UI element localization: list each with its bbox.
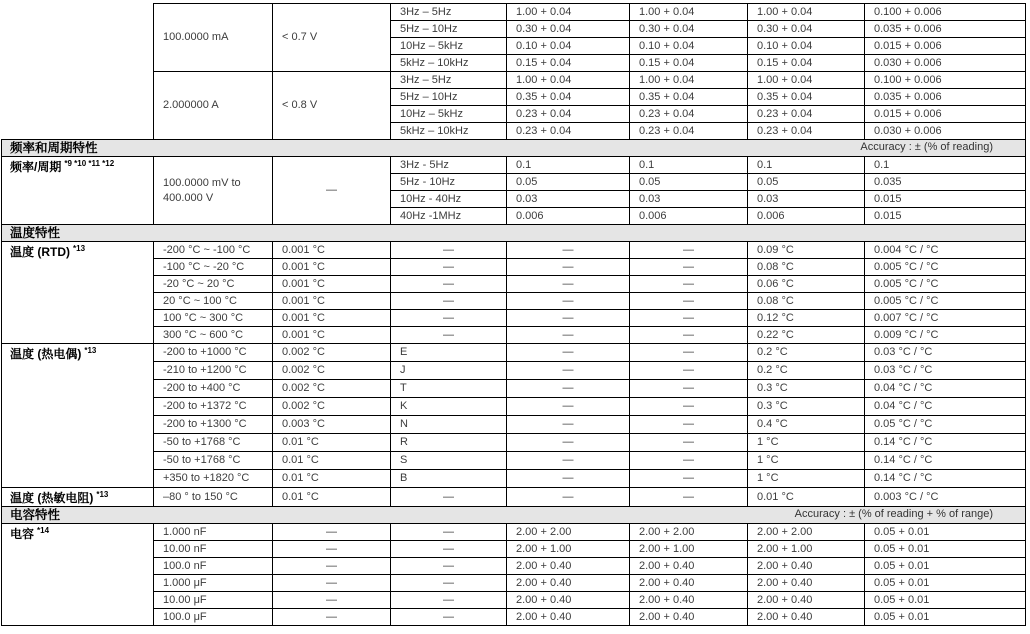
accuracy-value-cell: 0.23 + 0.04: [630, 123, 748, 140]
table-row: [2, 488, 1026, 507]
accuracy-value-cell: 0.030 + 0.006: [865, 55, 1026, 72]
temp-range-cell: –80 ° to 150 °C: [154, 488, 273, 507]
placeholder-cell: —: [630, 327, 748, 344]
accuracy-value-cell: 0.10 + 0.04: [630, 38, 748, 55]
accuracy-value-cell: 0.05 + 0.01: [865, 524, 1026, 541]
accuracy-value-cell: 0.03: [507, 191, 630, 208]
placeholder-cell: —: [273, 157, 391, 225]
temp-range-cell: -200 to +1372 °C: [154, 398, 273, 416]
accuracy-value-cell: 1.00 + 0.04: [630, 4, 748, 21]
accuracy-value-cell: 0.035: [865, 174, 1026, 191]
accuracy-value-cell: 0.23 + 0.04: [507, 123, 630, 140]
accuracy-value-cell: 2.00 + 0.40: [507, 609, 630, 626]
accuracy-cell: 0.2 °C: [748, 344, 865, 362]
accuracy-value-cell: 1.00 + 0.04: [630, 72, 748, 89]
temp-range-cell: -200 °C ~ -100 °C: [154, 242, 273, 259]
accuracy-value-cell: 0.05 + 0.01: [865, 592, 1026, 609]
accuracy-value-cell: 0.035 + 0.006: [865, 21, 1026, 38]
placeholder-cell: —: [630, 416, 748, 434]
input-range-cell: 100.0000 mV to 400.000 V: [154, 157, 273, 225]
tempco-cell: 0.03 °C / °C: [865, 344, 1026, 362]
placeholder-cell: —: [507, 344, 630, 362]
tempco-cell: 0.005 °C / °C: [865, 276, 1026, 293]
accuracy-cell: 0.3 °C: [748, 398, 865, 416]
placeholder-cell: —: [391, 592, 507, 609]
tempco-cell: 0.03 °C / °C: [865, 362, 1026, 380]
accuracy-value-cell: 0.10 + 0.04: [748, 38, 865, 55]
resolution-cell: 0.001 °C: [273, 310, 391, 327]
placeholder-cell: —: [507, 452, 630, 470]
datasheet-page: [0, 3, 1030, 634]
accuracy-cell: 0.3 °C: [748, 380, 865, 398]
placeholder-cell: —: [391, 524, 507, 541]
spec-table-body: [2, 4, 1026, 626]
frequency-band-cell: 10Hz – 5kHz: [391, 106, 507, 123]
placeholder-cell: —: [507, 362, 630, 380]
placeholder-cell: —: [507, 470, 630, 488]
cap-range-cell: 1.000 μF: [154, 575, 273, 592]
placeholder-cell: —: [391, 541, 507, 558]
section-band: [2, 140, 1026, 157]
frequency-band-cell: 5kHz – 10kHz: [391, 55, 507, 72]
accuracy-value-cell: 2.00 + 2.00: [630, 524, 748, 541]
temp-range-cell: +350 to +1820 °C: [154, 470, 273, 488]
accuracy-value-cell: 0.03: [748, 191, 865, 208]
accuracy-cell: 1 °C: [748, 452, 865, 470]
table-row: [2, 592, 1026, 609]
frequency-band-cell: 10Hz - 40Hz: [391, 191, 507, 208]
resolution-cell: 0.003 °C: [273, 416, 391, 434]
placeholder-cell: —: [391, 276, 507, 293]
resolution-cell: 0.01 °C: [273, 488, 391, 507]
placeholder-cell: —: [391, 609, 507, 626]
frequency-band-cell: 5Hz - 10Hz: [391, 174, 507, 191]
section-title: 电容特性: [10, 507, 61, 522]
accuracy-value-cell: 2.00 + 2.00: [748, 524, 865, 541]
accuracy-value-cell: 2.00 + 1.00: [507, 541, 630, 558]
frequency-band-cell: 5Hz – 10Hz: [391, 89, 507, 106]
placeholder-cell: —: [391, 327, 507, 344]
accuracy-value-cell: 2.00 + 0.40: [748, 609, 865, 626]
accuracy-value-cell: 0.05 + 0.01: [865, 575, 1026, 592]
resolution-cell: 0.001 °C: [273, 276, 391, 293]
table-row: [2, 327, 1026, 344]
footnote-marker: *13: [73, 244, 86, 253]
placeholder-cell: —: [507, 380, 630, 398]
table-row: [2, 362, 1026, 380]
burden-voltage-cell: < 0.8 V: [273, 72, 391, 140]
accuracy-value-cell: 0.05: [748, 174, 865, 191]
placeholder-cell: —: [630, 259, 748, 276]
placeholder-cell: —: [507, 259, 630, 276]
accuracy-value-cell: 1.00 + 0.04: [748, 4, 865, 21]
cap-range-cell: 100.0 nF: [154, 558, 273, 575]
tempco-cell: 0.003 °C / °C: [865, 488, 1026, 507]
temp-range-cell: -100 °C ~ -20 °C: [154, 259, 273, 276]
temp-range-cell: 100 °C ~ 300 °C: [154, 310, 273, 327]
placeholder-cell: —: [391, 488, 507, 507]
temp-range-cell: -20 °C ~ 20 °C: [154, 276, 273, 293]
resolution-cell: 0.002 °C: [273, 380, 391, 398]
accuracy-value-cell: 0.006: [630, 208, 748, 225]
placeholder-cell: —: [273, 524, 391, 541]
accuracy-value-cell: 0.23 + 0.04: [748, 123, 865, 140]
section-label-text: 温度 (热敏电阻): [10, 491, 94, 505]
tempco-cell: 0.007 °C / °C: [865, 310, 1026, 327]
tc-type-cell: R: [391, 434, 507, 452]
section-title: 频率和周期特性: [10, 140, 98, 155]
placeholder-cell: —: [273, 609, 391, 626]
table-row: [2, 242, 1026, 259]
tempco-cell: 0.004 °C / °C: [865, 242, 1026, 259]
temp-range-cell: -50 to +1768 °C: [154, 434, 273, 452]
temp-range-cell: -210 to +1200 °C: [154, 362, 273, 380]
accuracy-value-cell: 0.030 + 0.006: [865, 123, 1026, 140]
table-row: [2, 609, 1026, 626]
accuracy-value-cell: 2.00 + 0.40: [630, 609, 748, 626]
accuracy-value-cell: 2.00 + 0.40: [507, 575, 630, 592]
burden-voltage-cell: < 0.7 V: [273, 4, 391, 72]
accuracy-value-cell: 0.015: [865, 208, 1026, 225]
tempco-cell: 0.009 °C / °C: [865, 327, 1026, 344]
cap-range-cell: 1.000 nF: [154, 524, 273, 541]
frequency-band-cell: 5Hz – 10Hz: [391, 21, 507, 38]
accuracy-value-cell: 2.00 + 0.40: [748, 558, 865, 575]
accuracy-value-cell: 0.05 + 0.01: [865, 609, 1026, 626]
accuracy-cell: 0.06 °C: [748, 276, 865, 293]
table-row: [2, 344, 1026, 362]
frequency-band-cell: 3Hz – 5Hz: [391, 4, 507, 21]
placeholder-cell: —: [630, 344, 748, 362]
table-row: [2, 507, 1026, 524]
resolution-cell: 0.001 °C: [273, 293, 391, 310]
section-label-text: 电容: [10, 527, 35, 541]
accuracy-cell: 0.08 °C: [748, 293, 865, 310]
accuracy-value-cell: 0.035 + 0.006: [865, 89, 1026, 106]
table-row: [2, 434, 1026, 452]
table-row: [2, 470, 1026, 488]
accuracy-value-cell: 2.00 + 0.40: [507, 558, 630, 575]
resolution-cell: 0.002 °C: [273, 362, 391, 380]
tempco-cell: 0.005 °C / °C: [865, 259, 1026, 276]
placeholder-cell: —: [507, 434, 630, 452]
accuracy-cell: 0.2 °C: [748, 362, 865, 380]
table-row: [2, 380, 1026, 398]
placeholder-cell: —: [273, 575, 391, 592]
table-row: [2, 276, 1026, 293]
frequency-band-cell: 10Hz – 5kHz: [391, 38, 507, 55]
placeholder-cell: —: [273, 592, 391, 609]
accuracy-value-cell: 0.23 + 0.04: [748, 106, 865, 123]
accuracy-value-cell: 0.015 + 0.006: [865, 106, 1026, 123]
placeholder-cell: —: [630, 380, 748, 398]
table-row: [2, 558, 1026, 575]
footnote-marker: *13: [96, 490, 109, 499]
placeholder-cell: —: [507, 293, 630, 310]
placeholder-cell: —: [630, 470, 748, 488]
placeholder-cell: —: [507, 310, 630, 327]
placeholder-cell: —: [507, 416, 630, 434]
placeholder-cell: —: [507, 242, 630, 259]
accuracy-value-cell: 0.05 + 0.01: [865, 541, 1026, 558]
table-row: [2, 293, 1026, 310]
placeholder-cell: —: [630, 398, 748, 416]
placeholder-cell: —: [630, 434, 748, 452]
placeholder-cell: —: [507, 398, 630, 416]
accuracy-value-cell: 0.30 + 0.04: [630, 21, 748, 38]
placeholder-cell: —: [507, 276, 630, 293]
accuracy-value-cell: 0.006: [507, 208, 630, 225]
cap-range-cell: 10.00 nF: [154, 541, 273, 558]
placeholder-cell: —: [507, 488, 630, 507]
resolution-cell: 0.01 °C: [273, 470, 391, 488]
accuracy-cell: 0.08 °C: [748, 259, 865, 276]
footnote-marker: *9 *10 *11 *12: [64, 159, 115, 168]
placeholder-cell: —: [630, 276, 748, 293]
accuracy-value-cell: 0.30 + 0.04: [748, 21, 865, 38]
frequency-band-cell: 5kHz – 10kHz: [391, 123, 507, 140]
accuracy-value-cell: 0.1: [865, 157, 1026, 174]
accuracy-value-cell: 2.00 + 0.40: [630, 558, 748, 575]
placeholder-cell: —: [273, 558, 391, 575]
accuracy-value-cell: 1.00 + 0.04: [748, 72, 865, 89]
accuracy-value-cell: 0.006: [748, 208, 865, 225]
placeholder-cell: —: [630, 242, 748, 259]
accuracy-value-cell: 2.00 + 1.00: [630, 541, 748, 558]
section-label: [2, 524, 154, 626]
tempco-cell: 0.14 °C / °C: [865, 470, 1026, 488]
placeholder-cell: —: [391, 310, 507, 327]
temp-range-cell: -200 to +1300 °C: [154, 416, 273, 434]
accuracy-value-cell: 0.15 + 0.04: [630, 55, 748, 72]
footnote-marker: *14: [37, 526, 50, 535]
cap-range-cell: 10.00 μF: [154, 592, 273, 609]
accuracy-value-cell: 0.015: [865, 191, 1026, 208]
section-label: [2, 242, 154, 344]
accuracy-value-cell: 0.15 + 0.04: [748, 55, 865, 72]
placeholder-cell: —: [391, 259, 507, 276]
accuracy-cell: 1 °C: [748, 470, 865, 488]
temp-range-cell: 300 °C ~ 600 °C: [154, 327, 273, 344]
accuracy-value-cell: 2.00 + 0.40: [748, 592, 865, 609]
section-label-text: 温度 (热电偶): [10, 347, 82, 361]
frequency-band-cell: 40Hz -1MHz: [391, 208, 507, 225]
accuracy-value-cell: 0.10 + 0.04: [507, 38, 630, 55]
accuracy-value-cell: 0.015 + 0.006: [865, 38, 1026, 55]
accuracy-value-cell: 0.35 + 0.04: [507, 89, 630, 106]
accuracy-value-cell: 0.23 + 0.04: [507, 106, 630, 123]
accuracy-value-cell: 0.35 + 0.04: [630, 89, 748, 106]
placeholder-cell: —: [273, 541, 391, 558]
accuracy-value-cell: 0.05: [630, 174, 748, 191]
section-band: [2, 225, 1026, 242]
footnote-marker: *13: [84, 346, 97, 355]
accuracy-value-cell: 2.00 + 0.40: [630, 575, 748, 592]
placeholder-cell: —: [391, 575, 507, 592]
tempco-cell: 0.14 °C / °C: [865, 434, 1026, 452]
accuracy-value-cell: 0.35 + 0.04: [748, 89, 865, 106]
accuracy-value-cell: 0.05: [507, 174, 630, 191]
tempco-cell: 0.14 °C / °C: [865, 452, 1026, 470]
resolution-cell: 0.001 °C: [273, 242, 391, 259]
spec-table: [1, 3, 1026, 626]
frequency-band-cell: 3Hz - 5Hz: [391, 157, 507, 174]
accuracy-value-cell: 1.00 + 0.04: [507, 4, 630, 21]
frequency-band-cell: 3Hz – 5Hz: [391, 72, 507, 89]
placeholder-cell: —: [630, 293, 748, 310]
table-row: [2, 398, 1026, 416]
table-row: [2, 524, 1026, 541]
resolution-cell: 0.002 °C: [273, 398, 391, 416]
accuracy-cell: 0.12 °C: [748, 310, 865, 327]
accuracy-value-cell: 0.15 + 0.04: [507, 55, 630, 72]
table-row: [2, 140, 1026, 157]
resolution-cell: 0.01 °C: [273, 434, 391, 452]
resolution-cell: 0.01 °C: [273, 452, 391, 470]
accuracy-value-cell: 0.1: [748, 157, 865, 174]
table-row: [2, 225, 1026, 242]
resolution-cell: 0.002 °C: [273, 344, 391, 362]
table-row: [2, 575, 1026, 592]
accuracy-value-cell: 2.00 + 1.00: [748, 541, 865, 558]
placeholder-cell: —: [391, 242, 507, 259]
table-row: [2, 4, 1026, 21]
tc-type-cell: T: [391, 380, 507, 398]
section-label-text: 频率/周期: [10, 160, 62, 174]
accuracy-value-cell: 0.05 + 0.01: [865, 558, 1026, 575]
tc-type-cell: B: [391, 470, 507, 488]
tc-type-cell: K: [391, 398, 507, 416]
section-title: 温度特性: [10, 225, 61, 240]
accuracy-value-cell: 0.1: [630, 157, 748, 174]
accuracy-value-cell: 0.1: [507, 157, 630, 174]
accuracy-value-cell: 2.00 + 2.00: [507, 524, 630, 541]
accuracy-cell: 0.22 °C: [748, 327, 865, 344]
range-cell: 2.000000 A: [154, 72, 273, 140]
table-row: [2, 452, 1026, 470]
table-row: [2, 157, 1026, 174]
table-row: [2, 541, 1026, 558]
tc-type-cell: J: [391, 362, 507, 380]
accuracy-value-cell: 0.100 + 0.006: [865, 4, 1026, 21]
accuracy-value-cell: 0.30 + 0.04: [507, 21, 630, 38]
resolution-cell: 0.001 °C: [273, 327, 391, 344]
accuracy-value-cell: 0.03: [630, 191, 748, 208]
tc-type-cell: N: [391, 416, 507, 434]
table-row: [2, 72, 1026, 89]
placeholder-cell: —: [391, 293, 507, 310]
tempco-cell: 0.005 °C / °C: [865, 293, 1026, 310]
resolution-cell: 0.001 °C: [273, 259, 391, 276]
left-blank-cell: [2, 4, 154, 140]
accuracy-cell: 0.09 °C: [748, 242, 865, 259]
accuracy-cell: 1 °C: [748, 434, 865, 452]
section-band: [2, 507, 1026, 524]
tc-type-cell: E: [391, 344, 507, 362]
temp-range-cell: -50 to +1768 °C: [154, 452, 273, 470]
accuracy-value-cell: 0.100 + 0.006: [865, 72, 1026, 89]
section-label-text: 温度 (RTD): [10, 245, 70, 259]
tempco-cell: 0.04 °C / °C: [865, 380, 1026, 398]
section-label: [2, 157, 154, 225]
tempco-cell: 0.05 °C / °C: [865, 416, 1026, 434]
accuracy-value-cell: 0.23 + 0.04: [630, 106, 748, 123]
cap-range-cell: 100.0 μF: [154, 609, 273, 626]
temp-range-cell: -200 to +1000 °C: [154, 344, 273, 362]
section-accuracy-note: Accuracy : ± (% of reading): [860, 140, 993, 153]
section-accuracy-note: Accuracy : ± (% of reading + % of range): [794, 507, 993, 520]
placeholder-cell: —: [391, 558, 507, 575]
accuracy-value-cell: 1.00 + 0.04: [507, 72, 630, 89]
placeholder-cell: —: [630, 452, 748, 470]
range-cell: 100.0000 mA: [154, 4, 273, 72]
section-label: [2, 344, 154, 488]
accuracy-value-cell: 2.00 + 0.40: [507, 592, 630, 609]
table-row: [2, 416, 1026, 434]
section-label: [2, 488, 154, 507]
temp-range-cell: 20 °C ~ 100 °C: [154, 293, 273, 310]
tempco-cell: 0.04 °C / °C: [865, 398, 1026, 416]
tc-type-cell: S: [391, 452, 507, 470]
placeholder-cell: —: [630, 488, 748, 507]
accuracy-value-cell: 2.00 + 0.40: [748, 575, 865, 592]
accuracy-cell: 0.01 °C: [748, 488, 865, 507]
accuracy-value-cell: 2.00 + 0.40: [630, 592, 748, 609]
temp-range-cell: -200 to +400 °C: [154, 380, 273, 398]
placeholder-cell: —: [630, 310, 748, 327]
table-row: [2, 310, 1026, 327]
accuracy-cell: 0.4 °C: [748, 416, 865, 434]
placeholder-cell: —: [507, 327, 630, 344]
table-row: [2, 259, 1026, 276]
placeholder-cell: —: [630, 362, 748, 380]
